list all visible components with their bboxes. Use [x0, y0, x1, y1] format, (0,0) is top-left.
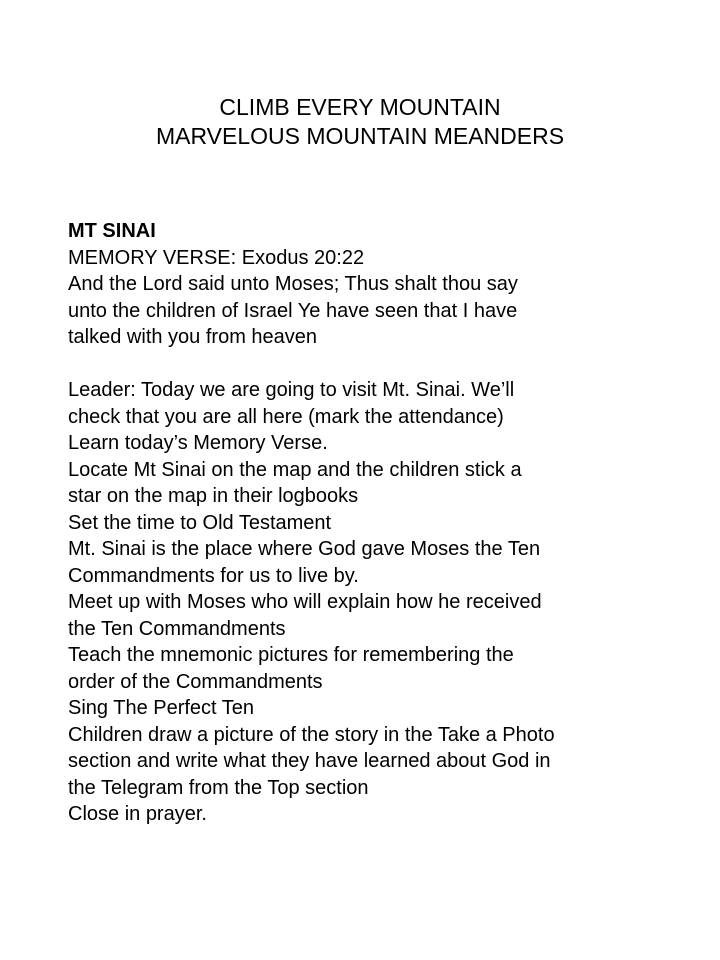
title-line: CLIMB EVERY MOUNTAIN — [219, 94, 501, 120]
paragraph-gap — [68, 351, 708, 378]
instruction-line: Learn today’s Memory Verse. — [68, 432, 328, 454]
leader-instructions — [68, 377, 708, 828]
instruction-line: section and write what they have learned about God in — [68, 750, 551, 772]
memory-verse-reference: MEMORY VERSE: Exodus 20:22 — [68, 246, 365, 269]
section-heading: MT SINAI — [68, 220, 156, 242]
instruction-line: star on the map in their logbooks — [68, 485, 359, 507]
instruction-line: Children draw a picture of the story in the Take a Photo — [68, 723, 555, 746]
instruction-line: check that you are all here (mark the attendance) — [68, 405, 504, 428]
instruction-line: the Telegram from the Top section — [68, 776, 369, 799]
instruction-line: Sing The Perfect Ten — [68, 697, 255, 719]
subtitle-line: MARVELOUS MOUNTAIN MEANDERS — [155, 123, 565, 149]
instruction-line: Close in prayer. — [68, 803, 207, 825]
instruction-line: order of the Commandments — [68, 670, 323, 693]
instruction-line: Locate Mt Sinai on the map and the children stick a — [68, 458, 522, 481]
instruction-line: Set the time to Old Testament — [68, 511, 332, 534]
instruction-line: Mt. Sinai is the place where God gave Moses the Ten — [68, 538, 541, 560]
verse-line: talked with you from heaven — [68, 326, 318, 348]
memory-verse-text — [68, 271, 708, 351]
instruction-line: Meet up with Moses who will explain how he received — [68, 591, 542, 613]
instruction-line: Commandments for us to live by. — [68, 564, 359, 587]
document-body — [68, 218, 708, 828]
instruction-line: Leader: Today we are going to visit Mt. Sinai. We’ll — [68, 379, 515, 401]
verse-line: And the Lord said unto Moses; Thus shalt thou say — [68, 273, 518, 295]
document-title — [0, 93, 720, 151]
verse-line: unto the children of Israel Ye have seen that I have — [68, 299, 518, 322]
instruction-line: the Ten Commandments — [68, 617, 286, 640]
instruction-line: Teach the mnemonic pictures for remembering the — [68, 644, 514, 666]
